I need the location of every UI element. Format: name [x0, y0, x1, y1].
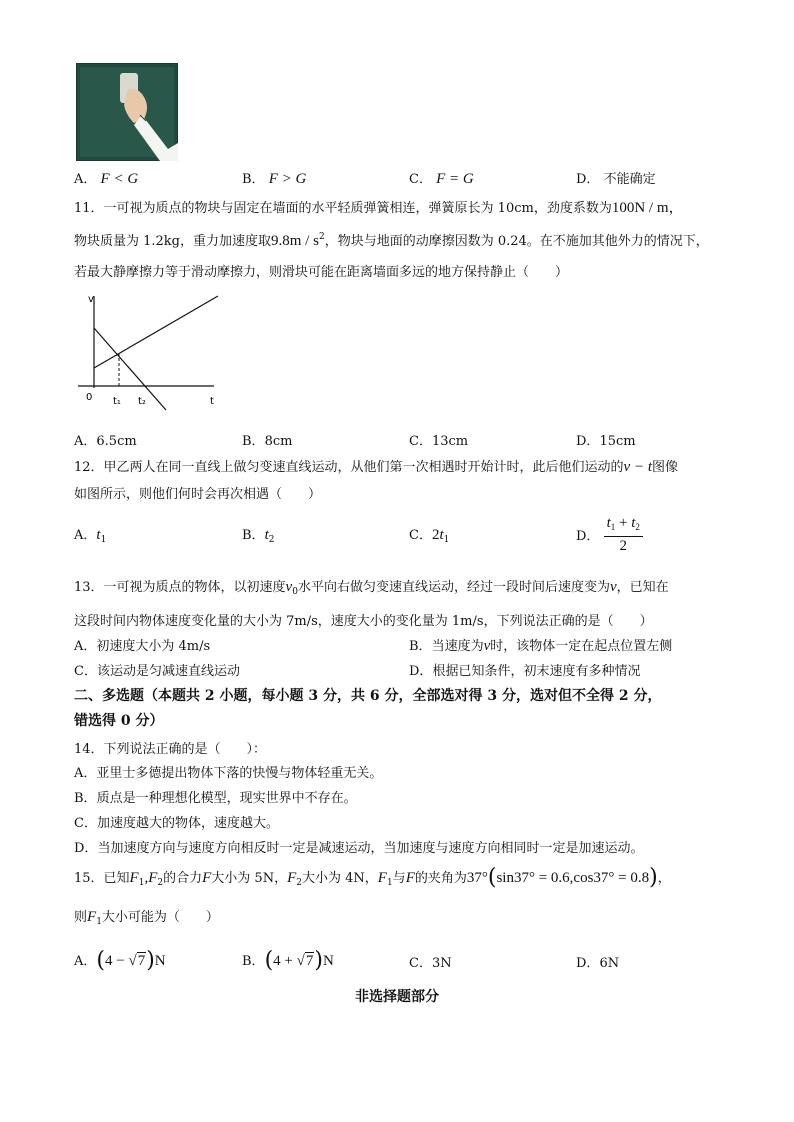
q10-option-d[interactable] — [576, 168, 656, 187]
option-letter: B． — [74, 791, 97, 806]
q10-option-b[interactable] — [242, 168, 306, 188]
option-letter: D． — [576, 172, 600, 187]
q11-text: 若最大静摩擦力等于滑动摩擦力，则滑块可能在距离墙面多远的地方保持静止（ ） — [74, 265, 569, 280]
q15-paren-close: ) — [649, 865, 658, 890]
q15-text: 大小为 4N， — [301, 871, 378, 886]
q15-F: F — [377, 870, 387, 886]
option-text: 时，该物体一定在起点位置左侧 — [490, 639, 673, 654]
q11-stem-line2 — [74, 230, 709, 250]
q15-comma: , — [144, 870, 149, 886]
paren-open: ( — [264, 948, 274, 973]
option-text: 该运动是匀减速直线运动 — [96, 664, 240, 679]
q15-F: F — [87, 909, 97, 925]
q15-stem-line1 — [74, 865, 671, 890]
option-var: t — [96, 527, 101, 543]
option-letter: D． — [409, 664, 433, 679]
q11-stem-line3 — [74, 261, 568, 280]
q11-option-c[interactable] — [409, 430, 468, 449]
option-fraction — [604, 514, 643, 555]
option-letter: D． — [74, 841, 98, 856]
q11-text: ，物块与地面的动摩擦因数为 0.24。在不施加其他外力的情况下， — [324, 234, 709, 249]
q15-text: ， — [657, 871, 671, 886]
option-var: v — [483, 638, 491, 654]
option-text: 初速度大小为 4m/s — [96, 639, 211, 654]
option-letter: D． — [576, 956, 600, 971]
option-letter: C． — [74, 664, 97, 679]
paren-close: ) — [314, 948, 323, 973]
frac-num-b: t — [631, 515, 636, 531]
q15-text: 15．已知 — [74, 871, 130, 886]
blackboard-eraser-photo — [76, 63, 178, 161]
option-sub: 1 — [443, 535, 450, 545]
option-unit: N — [322, 953, 334, 969]
q13-v0: v — [285, 579, 293, 595]
line-falling — [94, 328, 166, 410]
q14-stem: 14．下列说法正确的是（ ）： — [74, 742, 267, 757]
q15-sub: 1 — [96, 917, 102, 927]
option-num: 4 + — [273, 953, 297, 969]
q12-text: 如图所示，则他们何时会再次相遇（ ） — [74, 487, 322, 502]
option-letter: C． — [409, 956, 432, 971]
option-letter: D． — [576, 529, 600, 544]
q15-option-c[interactable] — [409, 952, 452, 971]
option-letter: C． — [409, 172, 432, 187]
q15-F: F — [202, 870, 212, 886]
option-expr: F > G — [268, 171, 307, 187]
option-letter: A． — [74, 954, 97, 969]
section-heading-line2: 错选得 0 分） — [74, 713, 164, 729]
q13-option-b[interactable] — [409, 635, 672, 655]
option-letter: B． — [409, 639, 432, 654]
q15-stem-line2 — [74, 906, 219, 927]
option-text: 6N — [599, 956, 620, 971]
q15-sub: 2 — [296, 878, 302, 888]
q13-v0-sub: 0 — [292, 587, 298, 597]
option-text: 15cm — [599, 434, 636, 449]
option-text: 当加速度方向与速度方向相反时一定是减速运动，当加速度与速度方向相同时一定是加速运动。 — [97, 841, 644, 856]
q13-v: v — [609, 579, 617, 595]
option-text: 质点是一种理想化模型，现实世界中不存在。 — [96, 791, 357, 806]
q13-text: 这段时间内物体速度变化量的大小为 7m/s，速度大小的变化量为 1m/s，下列说法正确的是（ ） — [74, 614, 653, 629]
q15-sub: 1 — [386, 878, 393, 888]
sqrt-icon: √ — [296, 953, 305, 969]
q13-text: 13．一可视为质点的物体，以初速度 — [74, 580, 286, 595]
q14-option-d[interactable] — [74, 837, 643, 856]
q11-option-d[interactable] — [576, 430, 636, 449]
origin-label: 0 — [86, 392, 93, 403]
option-letter: C． — [409, 434, 432, 449]
q12-option-a[interactable] — [74, 524, 106, 545]
option-sub: 2 — [268, 535, 275, 545]
option-text: 加速度越大的物体，速度越大。 — [96, 816, 279, 831]
q12-stem-line1 — [74, 456, 678, 476]
q12-vt: v − t — [623, 459, 652, 475]
q15-option-a[interactable] — [74, 948, 166, 973]
sqrt-icon: √ — [128, 953, 137, 969]
q10-option-c[interactable] — [409, 168, 474, 188]
q15-F: F — [287, 870, 297, 886]
option-text: 当速度为 — [431, 639, 484, 654]
q12-text: 图像 — [652, 460, 679, 475]
paren-open: ( — [96, 948, 105, 973]
q11-stem-line1 — [74, 196, 684, 217]
q15-text: 大小可能为（ ） — [101, 910, 219, 925]
q12-stem-line2 — [74, 483, 321, 502]
option-text: 亚里士多德提出物体下落的快慢与物体轻重无关。 — [96, 766, 383, 781]
option-letter: C． — [74, 816, 97, 831]
q12-option-d[interactable] — [576, 514, 643, 555]
q13-stem-line2 — [74, 610, 653, 629]
t1-label: t₁ — [113, 396, 121, 407]
section-heading-line1: 二、多选题（本题共 2 小题，每小题 3 分，共 6 分，全部选对得 3 分，选对但不全得 2 分， — [74, 688, 662, 704]
option-letter: A． — [74, 434, 97, 449]
t2-label: t₂ — [138, 396, 146, 407]
q13-option-d[interactable] — [409, 660, 640, 679]
q13-text: 水平向右做匀变速直线运动，经过一段时间后速度变为 — [297, 580, 610, 595]
q13-text: ，已知在 — [616, 580, 669, 595]
q15-F: F — [129, 870, 139, 886]
q14-option-c[interactable] — [74, 812, 279, 831]
q12-option-b[interactable] — [242, 524, 274, 545]
option-letter: A． — [74, 528, 97, 543]
option-expr: F = G — [436, 171, 474, 187]
frac-num-a: t — [606, 515, 611, 531]
q15-text: 则 — [74, 910, 88, 925]
frac-den: 2 — [619, 538, 627, 554]
option-letter: A． — [74, 172, 97, 187]
option-text: 不能确定 — [603, 172, 656, 187]
q15-F: F — [148, 870, 158, 886]
option-text: 根据已知条件，初末速度有多种情况 — [432, 664, 641, 679]
q15-text: 的夹角为 — [414, 871, 467, 886]
frac-sub-a: 1 — [610, 522, 616, 532]
option-expr: F < G — [100, 171, 139, 187]
q15-sub: 2 — [157, 878, 164, 888]
section-title-non-choice: 非选择题部分 — [355, 989, 439, 1005]
line-rising — [94, 296, 218, 368]
vt-graph — [74, 292, 224, 412]
option-letter: B． — [242, 954, 265, 969]
q11-option-a[interactable] — [74, 430, 137, 449]
q11-text: 物块质量为 1.2kg，重力加速度取 — [74, 234, 272, 249]
option-letter: A． — [74, 766, 97, 781]
paren-close: ) — [146, 948, 155, 973]
option-unit: N — [154, 953, 166, 969]
q11-stiffness: 100N / m， — [611, 200, 684, 216]
q12-text: 12．甲乙两人在同一直线上做匀变速直线运动，从他们第一次相遇时开始计时，此后他们运动的 — [74, 460, 624, 475]
q15-F: F — [405, 870, 415, 886]
y-axis-label: v — [88, 294, 94, 305]
frac-plus: + — [615, 515, 632, 531]
q15-angle: 37° — [466, 870, 488, 886]
option-text: 13cm — [431, 434, 469, 449]
q14-option-b[interactable] — [74, 787, 357, 806]
q15-sub: 1 — [138, 878, 145, 888]
option-text: 3N — [431, 956, 452, 971]
q10-option-a[interactable] — [74, 168, 138, 188]
option-num: 4 − — [104, 953, 129, 969]
q11-option-b[interactable] — [242, 430, 292, 449]
q13-option-c[interactable] — [74, 660, 240, 679]
q13-option-a[interactable] — [74, 635, 210, 654]
option-letter: D． — [576, 434, 600, 449]
option-text: 6.5cm — [96, 434, 137, 449]
option-letter: B． — [242, 434, 265, 449]
x-axis-label: t — [210, 396, 214, 407]
q11-gravity: 9.8m / s — [271, 233, 319, 249]
q15-text: 的合力 — [163, 871, 203, 886]
frac-sub-b: 2 — [635, 522, 640, 532]
q13-stem-line1 — [74, 576, 669, 597]
option-letter: B． — [242, 528, 265, 543]
option-var: t — [264, 527, 269, 543]
option-letter: B． — [242, 172, 265, 187]
q15-paren-open: ( — [487, 865, 497, 890]
option-var: t — [439, 527, 444, 543]
option-sub: 1 — [100, 535, 107, 545]
q15-text: 大小为 5N， — [211, 871, 288, 886]
q15-text: 与 — [392, 871, 406, 886]
option-letter: A． — [74, 639, 97, 654]
q11-text: 11．一可视为质点的物块与固定在墙面的水平轻质弹簧相连，弹簧原长为 10cm，劲度系数为 — [74, 201, 612, 216]
option-radicand: 7 — [137, 953, 146, 969]
option-text: 8cm — [264, 434, 293, 449]
q15-option-b[interactable] — [242, 948, 334, 973]
q14-option-a[interactable] — [74, 762, 382, 781]
option-coef: 2 — [431, 527, 440, 543]
option-letter: C． — [409, 528, 432, 543]
q12-option-c[interactable] — [409, 524, 449, 545]
option-radicand: 7 — [305, 953, 314, 969]
q15-trig: sin37° = 0.6,cos37° = 0.8 — [496, 870, 650, 886]
q11-gravity-exp: 2 — [318, 232, 325, 242]
q15-option-d[interactable] — [576, 952, 619, 971]
